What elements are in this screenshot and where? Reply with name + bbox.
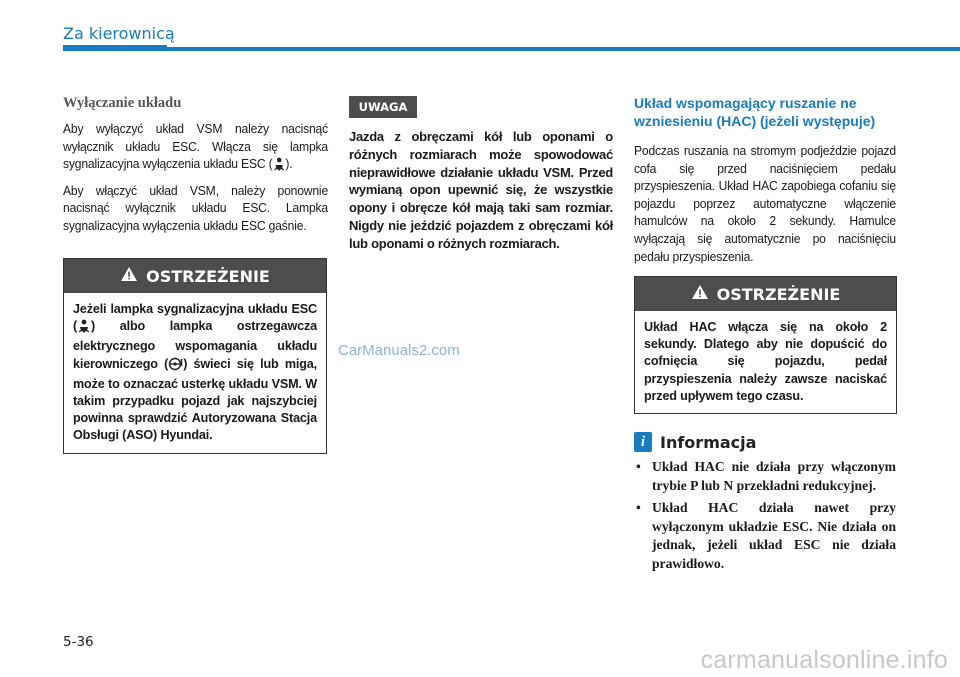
page-number: 5-36 bbox=[63, 634, 94, 650]
steering-warning-lamp-icon bbox=[168, 357, 183, 376]
list-item: • Układ HAC działa nawet przy wyłączonym układzie ESC. Nie działa on jednak, jeżeli układ ESC nie działa prawidłowo. bbox=[634, 499, 896, 573]
paragraph-enable: Aby włączyć układ VSM, należy ponownie nacisnąć wyłącznik układu ESC. Lampka sygnalizacyjna wyłączenia układu ESC gaśnie. bbox=[63, 182, 329, 233]
caution-text: Jazda z obręczami kół lub oponami o różnych rozmiarach może spowodować nieprawidłowe działanie układu VSM. Przed wymianą opon upewnić się, że wszystkie opony i obręcze kół mają taki sam rozmiar. Nigdy nie jeździć pojazdem z obręczami kół lub oponami o różnych rozmiarach. bbox=[349, 129, 613, 251]
warning-text-1: Jeżeli lampka sygnalizacyjna układu ESC ( bbox=[73, 302, 317, 334]
site-watermark: CarManuals2.com bbox=[338, 342, 460, 359]
column-right bbox=[634, 92, 896, 271]
paragraph-hac: Podczas ruszania na stromym podjeździe pojazd cofa się przed naciśnięciem pedału przyspieszenia. Układ HAC zapobiega cofaniu się pojazdu poprzez automatyczne włączenie hamulców na około 2 sekundy. Hamulce wyłączają się automatycznie po naciśnięciu pedału przyspieszenia. bbox=[634, 143, 896, 264]
warning-title: OSTRZEŻENIE bbox=[716, 284, 841, 304]
header-title: Za kierownicą bbox=[63, 24, 175, 43]
paragraph-disable bbox=[63, 120, 328, 176]
info-list bbox=[634, 458, 896, 578]
header-rule bbox=[63, 47, 960, 51]
paragraph-text: Aby wyłączyć układ VSM należy nacisnąć wyłącznik układu ESC. Włącza się lampka sygnalizacyjna wyłączenia układu ESC ( bbox=[63, 121, 329, 172]
list-item: • Układ HAC nie działa przy włączonym trybie P lub N przekładni redukcyjnej. bbox=[634, 458, 896, 495]
warning-triangle-icon bbox=[120, 266, 138, 286]
footer-watermark: carmanualsonline.info bbox=[700, 646, 948, 674]
info-title: Informacja bbox=[660, 432, 757, 452]
warning-box-hac bbox=[634, 276, 897, 414]
warning-header bbox=[635, 277, 896, 311]
caution-tag: UWAGA bbox=[349, 96, 417, 118]
warning-body bbox=[64, 293, 326, 453]
info-header bbox=[634, 432, 756, 452]
warning-title: OSTRZEŻENIE bbox=[146, 266, 270, 286]
warning-text-3: ) świeci się lub miga, może to oznaczać usterkę układu VSM. W takim przypadku pojazd jak najszybciej powinna sprawdzić Autoryzowana Stacja Obsługi (ASO) Hyundai. bbox=[73, 356, 317, 443]
section-heading-hac: Układ wspomagający ruszanie ne wzniesieniu (HAC) (jeżeli występuje) bbox=[634, 95, 876, 129]
warning-body: Układ HAC włącza się na około 2 sekundy. Dlatego aby nie dopuścić do cofnięcia się pojazdu, pedał przyspieszenia należy zawsze naciskać przed upływem tego czasu. bbox=[644, 320, 887, 403]
warning-header bbox=[64, 259, 326, 293]
info-icon: i bbox=[634, 432, 652, 452]
warning-box-esc bbox=[63, 258, 327, 454]
esc-off-lamp-icon bbox=[77, 319, 91, 338]
warning-triangle-icon bbox=[691, 284, 709, 304]
warning-text-2: ) albo lampka ostrzegawcza elektrycznego wspomagania układu kierowniczego ( bbox=[73, 319, 317, 371]
esc-off-lamp-icon bbox=[272, 157, 285, 176]
section-heading-disable: Wyłączanie układu bbox=[63, 95, 182, 111]
paragraph-text-end: ). bbox=[285, 156, 293, 172]
column-left bbox=[63, 92, 328, 241]
